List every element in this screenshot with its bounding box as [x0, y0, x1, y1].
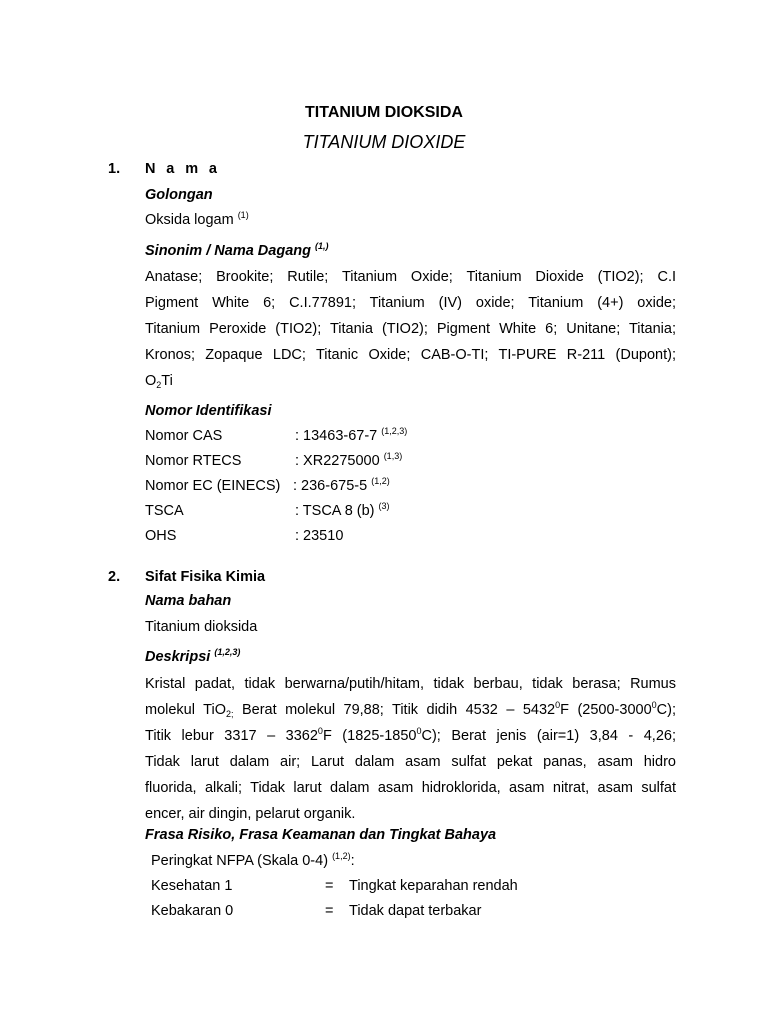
paragraph-line: Titik lebur 3317 – 3362$^0$F (1825-1850$^0$C); Berat jenis (air=1) 3,84 - 4,26; [145, 726, 676, 744]
reference-marker: (1,2,3) [214, 647, 241, 657]
section-title: Sifat Fisika Kimia [145, 569, 266, 585]
section-number: 1. [108, 161, 121, 177]
paragraph-line: Titanium Peroxide (TIO2); Titania (TIO2); Pigment White 6; Unitane; Titania; [145, 321, 676, 337]
subheading-deskripsi: Deskripsi $^{(1,2,3)}$ [145, 647, 241, 665]
paragraph-line: Anatase; Brookite; Rutile; Titanium Oxide; Titanium Dioxide (TIO2); C.I [145, 269, 676, 285]
deskripsi-paragraph [145, 671, 676, 827]
nfpa-label: Peringkat NFPA (Skala 0-4) $^{(1,2)}$: [151, 851, 355, 869]
reference-marker: (1,) [315, 241, 329, 251]
sinonim-paragraph [145, 264, 676, 394]
subheading-nama-bahan: Nama bahan [145, 593, 232, 609]
paragraph-line: fluorida, alkali; Tidak larut dalam asam hidroklorida, asam nitrat, asam sulfat [145, 780, 676, 796]
section-number: 2. [108, 569, 121, 585]
paragraph-line: Tidak larut dalam air; Larut dalam asam sulfat pekat panas, asam hidro [145, 754, 676, 770]
golongan-value: Oksida logam $^{(1)}$ [145, 210, 249, 228]
document-subtitle: TITANIUM DIOXIDE [302, 132, 466, 152]
paragraph-line: Pigment White 6; C.I.77891; Titanium (IV) oxide; Titanium (4+) oxide; [145, 295, 676, 311]
section-title: N a m a [145, 161, 221, 177]
paragraph-line: $O_2Ti$ [145, 373, 173, 390]
subheading-golongan: Golongan [145, 187, 213, 203]
document-title: TITANIUM DIOKSIDA [305, 104, 463, 121]
subheading-sinonim: Sinonim / Nama Dagang $^{(1,)}$ [145, 241, 329, 259]
reference-marker: (1) [237, 210, 249, 220]
document-page: TITANIUM DIOKSIDA TITANIUM DIOXIDE 1. N a m a Golongan Oksida logam $^{(1)}$ Sinonim / Nama Dagang $^{(1,)}$ Anatase; Brookite; Rutile; Titanium Oxide; Titanium Dioxide (TIO2); C.I Pigment White 6; C.I.77891; Titanium (IV) oxide; Titanium (4+) oxide; Titanium Peroxide (TIO2); Titania (TIO2); Pigment White 6; Unitane; Titania; Kronos; Zopaque LDC; Titanic Oxide; CAB-O-TI; TI-PURE R-211 (Dupont); $O_2Ti$ Nomor Identifikasi Nomor CAS : 13463-67-7 $^{(1,2,3)}$ Nomor RTECS : XR2275000 $^{(1,3)}$ Nomor EC (EINECS) : 236-675-5 $^{(1,2)}$ TSCA : TSCA 8 (b) $^{(3)}$ OHS : 23510 2. Sifat Fisika Kimia Nama bahan Titanium dioksida Deskripsi $^{(1,2,3)}$ Kristal padat, tidak berwarna/putih/hitam, tidak berbau, tidak berasa; Rumus molekul TiO$_{2;}$ Berat molekul 79,88; Titik didih 4532 – 5432$^0$F (2500-3000$^0$C); Titik lebur 3317 – 3362$^0$F (1825-1850$^0$C); Berat jenis (air=1) 3,84 - 4,26; Tidak larut dalam air; Larut dalam asam sulfat pekat panas, asam hidro fluorida, alkali; Tidak larut dalam asam hidroklorida, asam nitrat, asam sulfat encer, air dingin, pelarut organik. Frasa Risiko, Frasa Keamanan dan Tingkat Bahaya Peringkat NFPA (Skala 0-4) $^{(1,2)}$: Kesehatan 1 = Tingkat keparahan rendah Kebakaran 0 = Tidak dapat terbakar [0, 0, 768, 1024]
paragraph-line: molekul TiO$_{2;}$ Berat molekul 79,88; Titik didih 4532 – 5432$^0$F (2500-3000$^0$C); [145, 700, 676, 719]
subheading-frasa: Frasa Risiko, Frasa Keamanan dan Tingkat Bahaya [145, 827, 497, 843]
paragraph-line: Kristal padat, tidak berwarna/putih/hitam, tidak berbau, tidak berasa; Rumus [145, 676, 676, 692]
paragraph-line: encer, air dingin, pelarut organik. [145, 806, 356, 822]
paragraph-line: Kronos; Zopaque LDC; Titanic Oxide; CAB-O-TI; TI-PURE R-211 (Dupont); [145, 347, 676, 363]
nama-bahan-value: Titanium dioksida [145, 619, 258, 635]
reference-marker: (1,2) [332, 851, 351, 861]
subheading-nomor-identifikasi: Nomor Identifikasi [145, 403, 272, 419]
